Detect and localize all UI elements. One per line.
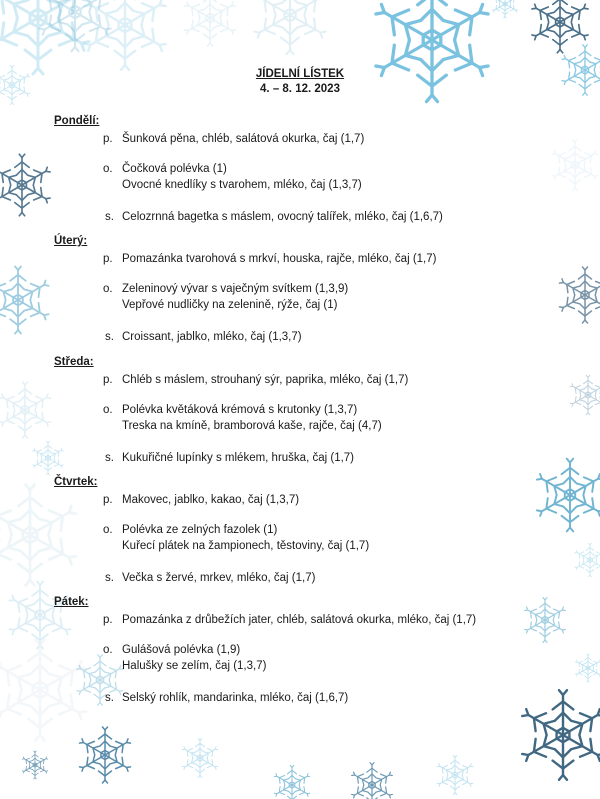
menu-date-range: 4. – 8. 12. 2023	[260, 83, 340, 95]
meal-line: Vepřové nudličky na zelenině, rýže, čaj (1)	[122, 299, 338, 311]
meal-marker: p.	[103, 374, 113, 386]
meal-line: Selský rohlík, mandarinka, mléko, čaj (1,6,7)	[122, 692, 349, 704]
meal-line: Polévka květáková krémová s krutonky (1,3,7)	[122, 404, 358, 416]
meal-line: Celozrnná bagetka s máslem, ovocný talířek, mléko, čaj (1,6,7)	[122, 211, 443, 223]
meal-marker: s.	[105, 572, 114, 584]
meal-marker: o.	[103, 163, 113, 175]
meal-marker: p.	[103, 133, 113, 145]
meal-line: Polévka ze zelných fazolek (1)	[122, 524, 278, 536]
meal-line: Ovocné knedlíky s tvarohem, mléko, čaj (1,3,7)	[122, 179, 362, 191]
meal-marker: p.	[103, 253, 113, 265]
meal-line: Halušky se zelím, čaj (1,3,7)	[122, 660, 267, 672]
meal-marker: o.	[103, 283, 113, 295]
meal-marker: s.	[105, 692, 114, 704]
meal-marker: s.	[105, 452, 114, 464]
day-heading: Úterý:	[54, 235, 88, 247]
meal-line: Chléb s máslem, strouhaný sýr, paprika, mléko, čaj (1,7)	[122, 374, 409, 386]
meal-marker: p.	[103, 614, 113, 626]
meal-line: Čočková polévka (1)	[122, 163, 227, 175]
meal-line: Gulášová polévka (1,9)	[122, 644, 241, 656]
day-heading: Čtvrtek:	[54, 476, 98, 488]
meal-line: Croissant, jablko, mléko, čaj (1,3,7)	[122, 331, 302, 343]
meal-marker: o.	[103, 404, 113, 416]
meal-line: Pomazánka tvarohová s mrkví, houska, rajče, mléko, čaj (1,7)	[122, 253, 437, 265]
meal-line: Makovec, jablko, kakao, čaj (1,3,7)	[122, 494, 300, 506]
day-heading: Středa:	[54, 356, 94, 368]
meal-marker: o.	[103, 644, 113, 656]
meal-line: Večka s žervé, mrkev, mléko, čaj (1,7)	[122, 572, 316, 584]
day-heading: Pátek:	[54, 596, 89, 608]
meal-line: Šunková pěna, chléb, salátová okurka, čaj (1,7)	[122, 133, 365, 145]
day-heading: Pondělí:	[54, 115, 100, 127]
meal-marker: s.	[105, 211, 114, 223]
meal-marker: s.	[105, 331, 114, 343]
meal-line: Treska na kmíně, bramborová kaše, rajče, čaj (4,7)	[122, 420, 382, 432]
meal-line: Kuřecí plátek na žampionech, těstoviny, čaj (1,7)	[122, 540, 370, 552]
meal-marker: o.	[103, 524, 113, 536]
meal-line: Zeleninový vývar s vaječným svítkem (1,3,9)	[122, 283, 349, 295]
menu-title: JÍDELNÍ LÍSTEK	[255, 68, 345, 80]
meal-marker: p.	[103, 494, 113, 506]
meal-line: Pomazánka z drůbežích jater, chléb, salátová okurka, mléko, čaj (1,7)	[122, 614, 477, 626]
meal-line: Kukuřičné lupínky s mlékem, hruška, čaj (1,7)	[122, 452, 355, 464]
